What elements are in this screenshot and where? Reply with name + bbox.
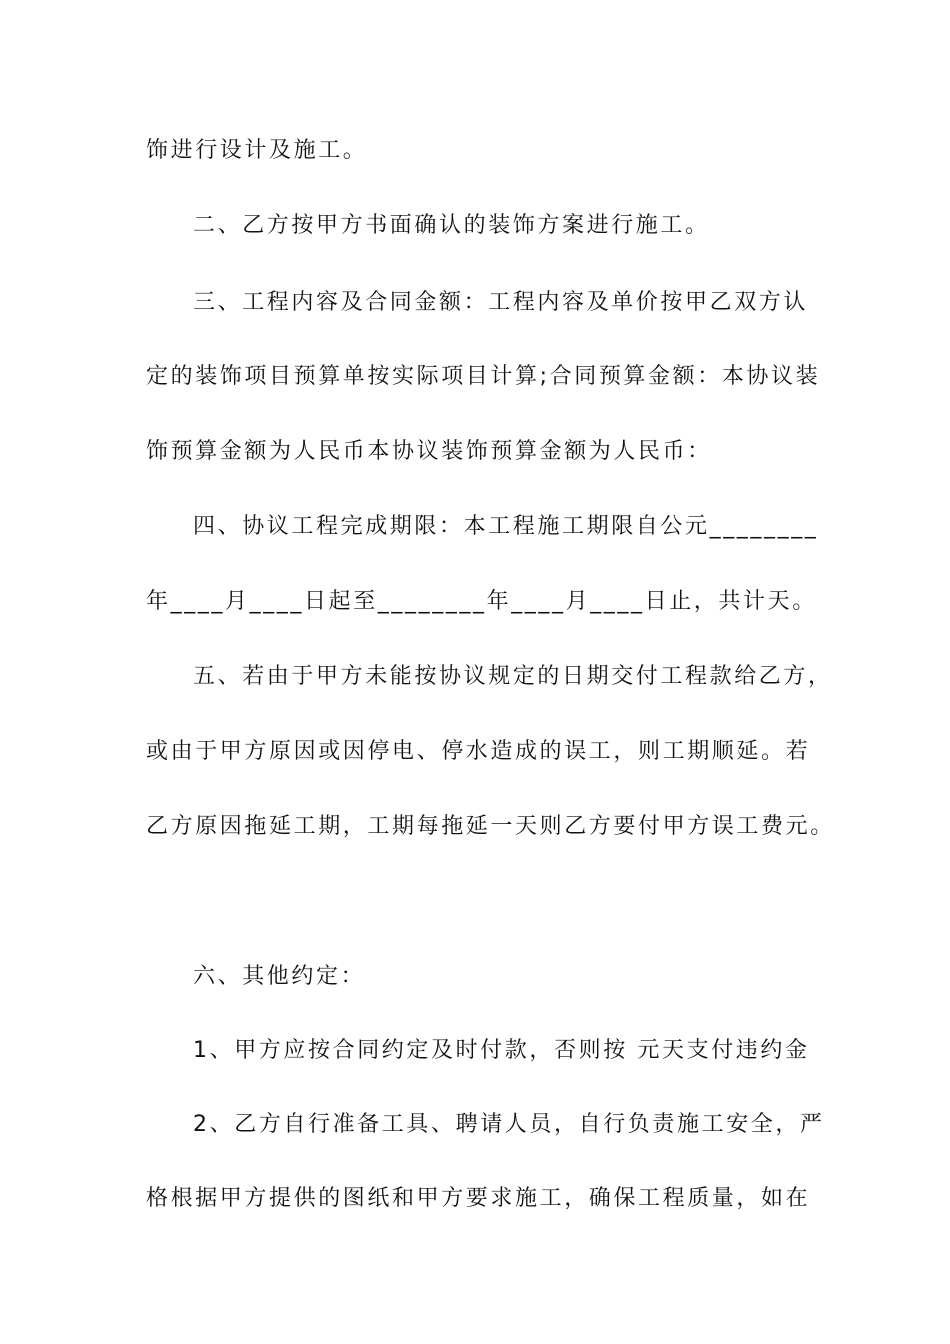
text-line: 五、若由于甲方未能按协议规定的日期交付工程款给乙方， <box>193 664 833 689</box>
text-line: 饰进行设计及施工。 <box>146 138 368 163</box>
text-line: 六、其他约定： <box>193 964 366 989</box>
text-line: 定的装饰项目预算单按实际项目计算;合同预算金额：本协议装 <box>146 364 821 389</box>
text-line: 年____月____日起至________年____月____日止，共计天。 <box>146 589 817 614</box>
text-line: 或由于甲方原因或因停电、停水造成的误工，则工期顺延。若 <box>146 739 811 764</box>
text-line: 1、甲方应按合同约定及时付款，否则按 元天支付违约金 <box>193 1038 810 1063</box>
text-line: 四、协议工程完成期限：本工程施工期限自公元________ <box>193 514 819 539</box>
text-line: 乙方原因拖延工期，工期每拖延一天则乙方要付甲方误工费元。 <box>146 814 835 839</box>
text-line: 格根据甲方提供的图纸和甲方要求施工，确保工程质量，如在 <box>146 1186 811 1211</box>
text-line: 三、工程内容及合同金额：工程内容及单价按甲乙双方认 <box>193 290 809 315</box>
text-line: 2、乙方自行准备工具、聘请人员，自行负责施工安全，严 <box>193 1112 825 1137</box>
text-line: 饰预算金额为人民币本协议装饰预算金额为人民币： <box>146 439 712 464</box>
text-line: 二、乙方按甲方书面确认的装饰方案进行施工。 <box>193 213 710 238</box>
